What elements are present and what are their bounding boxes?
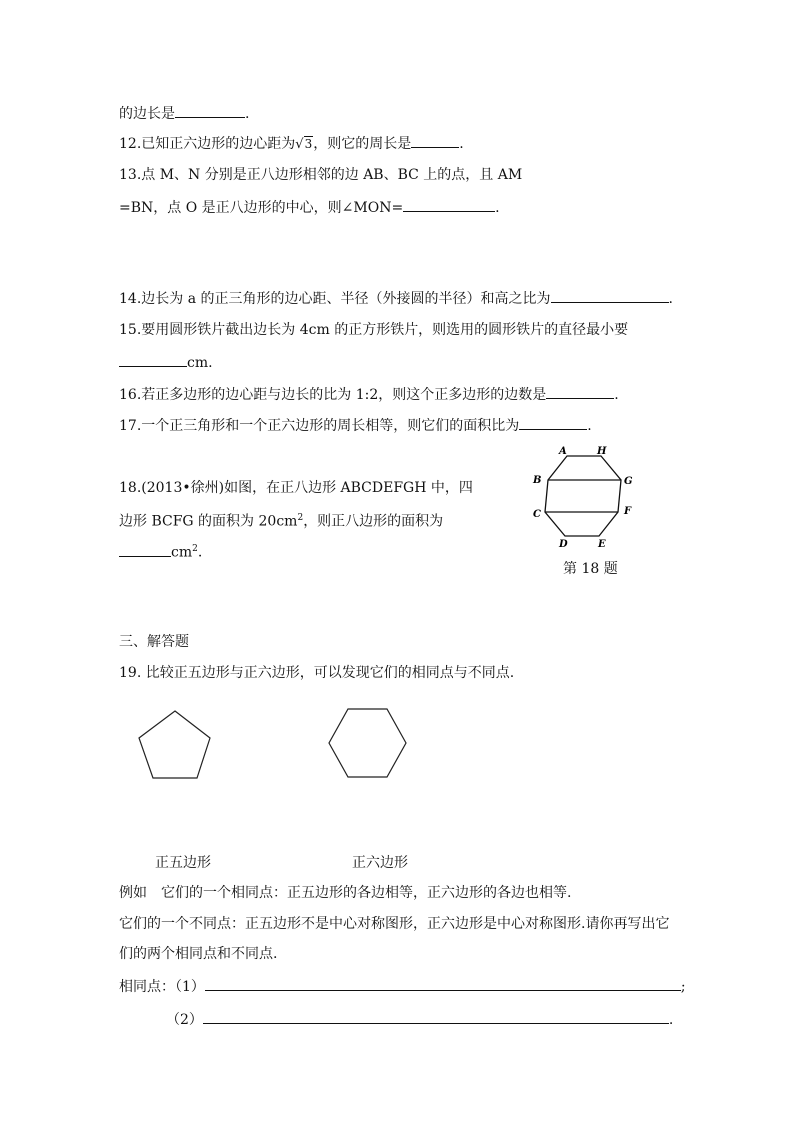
q13-line1: 13.点 M、N 分别是正八边形相邻的边 AB、BC 上的点，且 AM <box>119 167 523 183</box>
q12-pre: 12.已知正六边形的边心距为 <box>119 136 296 152</box>
q16-end: . <box>614 387 619 403</box>
q19-stem: 19. 比较正五边形与正六边形，可以发现它们的相同点与不同点. <box>119 665 515 681</box>
hexagon-caption: 正六边形 <box>352 855 408 871</box>
q11-answer-blank[interactable] <box>175 103 245 118</box>
q18-line1: 18.(2013•徐州)如图，在正八边形 ABCDEFGH 中，四 <box>119 480 473 496</box>
q12 <box>119 133 464 155</box>
q11-end: . <box>245 106 250 122</box>
q14-answer-blank[interactable] <box>551 288 669 303</box>
q14 <box>119 288 673 309</box>
sqrt-3 <box>295 134 313 155</box>
section-title: 三、解答题 <box>119 634 189 650</box>
pentagon-caption: 正五边形 <box>155 855 211 871</box>
vertex-label-e: E <box>598 539 606 550</box>
q18-line3 <box>119 539 202 563</box>
q19-same-2-blank[interactable] <box>203 1009 669 1024</box>
q15-line1: 15.要用圆形铁片截出边长为 4cm 的正方形铁片，则选用的圆形铁片的直径最小要 <box>119 322 629 338</box>
q12-answer-blank[interactable] <box>411 133 459 148</box>
q14-end: . <box>668 291 673 307</box>
q16-text: 16.若正多边形的边心距与边长的比为 1:2，则这个正多边形的边数是 <box>119 387 547 403</box>
q17-end: . <box>587 418 592 434</box>
q13-line2-text: =BN，点 O 是正八边形的中心，则∠MON= <box>119 200 404 216</box>
vertex-label-d: D <box>559 539 568 550</box>
q13-end: . <box>495 200 500 216</box>
q19-diff-line2: 们的两个相同点和不同点. <box>119 946 278 962</box>
vertex-label-h: H <box>597 446 607 457</box>
q12-post: ，则它的周长是 <box>313 136 412 152</box>
q19-same-1-blank[interactable] <box>205 976 681 991</box>
q13-answer-blank[interactable] <box>403 197 495 212</box>
q11-tail <box>119 103 249 124</box>
q19-same-label: 相同点：（1） <box>119 979 205 995</box>
q12-end: . <box>459 136 464 152</box>
q18-line2 <box>119 508 443 532</box>
q16 <box>119 384 619 405</box>
vertex-label-g: G <box>624 476 633 487</box>
q18-end: . <box>197 544 203 561</box>
q19-example: 例如 它们的一个相同点：正五边形的各边相等，正六边形的各边也相等. <box>119 885 572 901</box>
q17-text: 17.一个正三角形和一个正六边形的周长相等，则它们的面积比为 <box>119 418 520 434</box>
vertex-label-c: C <box>533 509 541 520</box>
q18-answer-blank[interactable] <box>119 542 171 557</box>
q13-line2 <box>119 197 500 218</box>
q18-unit-sup: 2 <box>192 544 198 554</box>
vertex-label-b: B <box>533 475 542 486</box>
q16-answer-blank[interactable] <box>546 384 614 399</box>
q11-text: 的边长是 <box>119 106 175 122</box>
q18-figure-caption: 第 18 题 <box>563 561 618 577</box>
q15-answer-blank[interactable] <box>119 352 187 367</box>
hexagon-shape <box>329 709 406 777</box>
pentagon-figure <box>130 700 220 790</box>
q14-text: 14.边长为 a 的正三角形的边心距、半径（外接圆的半径）和高之比为 <box>119 291 551 307</box>
vertex-label-a: A <box>559 446 567 457</box>
q19-same-2 <box>166 1009 673 1030</box>
q17-answer-blank[interactable] <box>519 415 587 430</box>
q18-unit: cm <box>171 544 193 561</box>
sqrt-value: 3 <box>304 137 313 151</box>
octagon-figure <box>525 440 645 550</box>
q17 <box>119 415 592 436</box>
q19-diff-line1: 它们的一个不同点：正五边形不是中心对称图形，正六边形是中心对称图形.请你再写出它 <box>119 916 670 932</box>
q18-line2-pre: 边形 BCFG 的面积为 20cm <box>119 513 298 530</box>
q18-line2-post: ，则正八边形的面积为 <box>303 513 444 530</box>
q19-same-end1: ; <box>680 979 686 995</box>
vertex-label-f: F <box>624 506 632 517</box>
radical-icon: √ <box>295 137 304 152</box>
q18-line2-sup: 2 <box>297 513 304 523</box>
pentagon-shape <box>139 711 210 778</box>
q19-item2-label: （2） <box>166 1012 203 1028</box>
octagon-outline <box>545 456 621 536</box>
q19-same-end2: . <box>668 1012 674 1028</box>
q15-unit: cm. <box>187 355 213 371</box>
q19-same-1 <box>119 976 686 997</box>
q15-line2 <box>119 352 213 373</box>
hexagon-figure <box>320 700 420 790</box>
